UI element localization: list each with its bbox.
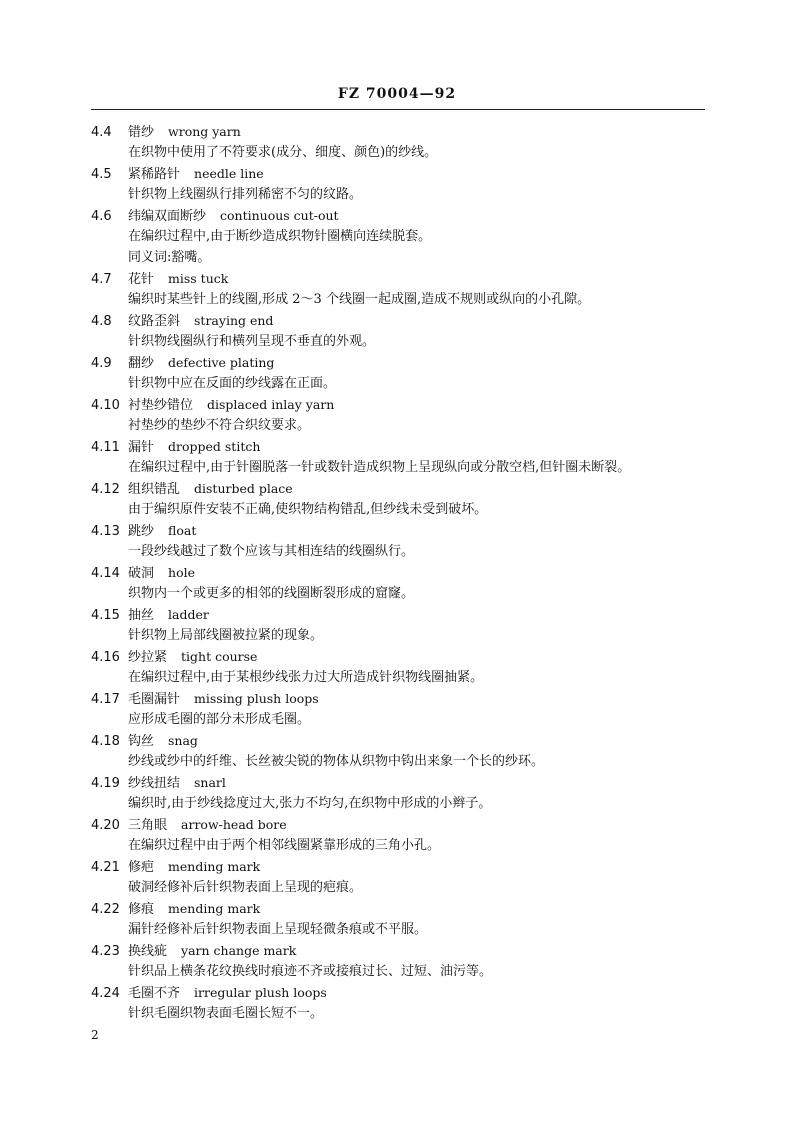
term-line [91, 394, 711, 415]
term-line [91, 478, 711, 499]
term-english: mending mark [168, 859, 261, 874]
term-entry [91, 121, 711, 163]
term-number: 4.19 [91, 776, 120, 791]
term-line [91, 268, 711, 289]
term-line [91, 121, 711, 142]
term-definition: 在织物中使用了不符要求(成分、细度、颜色)的纱线。 [128, 145, 438, 160]
term-line [91, 205, 711, 226]
term-line [91, 730, 711, 751]
term-entry [91, 814, 711, 856]
term-english: mending mark [168, 901, 261, 916]
term-chinese: 修痕 [128, 902, 155, 917]
term-number: 4.23 [91, 944, 120, 959]
term-definition: 纱线或纱中的纤维、长丝被尖锐的物体从织物中钩出来象一个长的纱环。 [128, 754, 545, 769]
term-entry [91, 268, 711, 310]
term-definition: 由于编织原件安装不正确,使织物结构错乱,但纱线未受到破坏。 [128, 502, 488, 517]
term-english: straying end [194, 313, 274, 328]
term-number: 4.6 [91, 209, 112, 224]
term-definition: 一段纱线越过了数个应该与其相连结的线圈纵行。 [128, 544, 415, 559]
term-definition: 编织时,由于纱线捻度过大,张力不均匀,在织物中形成的小辫子。 [128, 796, 492, 811]
page-header: FZ 70004—92 [337, 86, 457, 102]
term-line [91, 163, 711, 184]
term-english: hole [168, 565, 195, 580]
term-entry [91, 688, 711, 730]
entry-list [91, 121, 711, 1024]
term-number: 4.21 [91, 860, 120, 875]
term-number: 4.9 [91, 356, 112, 371]
term-chinese: 毛圈不齐 [128, 986, 181, 1001]
term-definition: 衬垫纱的垫纱不符合织纹要求。 [128, 418, 311, 433]
term-chinese: 毛圈漏针 [128, 692, 181, 707]
term-entry [91, 394, 711, 436]
term-line [91, 856, 711, 877]
term-line [91, 520, 711, 541]
term-entry [91, 730, 711, 772]
term-english: needle line [194, 166, 264, 181]
term-number: 4.15 [91, 608, 120, 623]
term-line [91, 562, 711, 583]
term-definition: 同义词:豁嘴。 [128, 250, 211, 265]
term-definition: 针织物中应在反面的纱线露在正面。 [128, 376, 337, 391]
term-number: 4.17 [91, 692, 120, 707]
term-chinese: 纱拉紧 [128, 650, 168, 665]
term-number: 4.14 [91, 566, 120, 581]
term-english: defective plating [168, 355, 275, 370]
term-english: snag [168, 733, 198, 748]
term-number: 4.10 [91, 398, 120, 413]
term-definition: 针织毛圈织物表面毛圈长短不一。 [128, 1006, 324, 1021]
term-line [91, 688, 711, 709]
term-entry [91, 982, 711, 1024]
term-definition: 织物内一个或更多的相邻的线圈断裂形成的窟窿。 [128, 586, 415, 601]
term-entry [91, 310, 711, 352]
term-english: wrong yarn [168, 124, 241, 139]
term-entry [91, 940, 711, 982]
term-english: irregular plush loops [194, 985, 327, 1000]
term-english: displaced inlay yarn [207, 397, 335, 412]
term-number: 4.20 [91, 818, 120, 833]
term-chinese: 跳纱 [128, 524, 155, 539]
term-english: disturbed place [194, 481, 293, 496]
term-number: 4.24 [91, 986, 120, 1001]
term-chinese: 纱线扭结 [128, 776, 181, 791]
term-number: 4.11 [91, 440, 120, 455]
term-number: 4.22 [91, 902, 120, 917]
term-english: snarl [194, 775, 226, 790]
term-entry [91, 205, 711, 268]
term-entry [91, 163, 711, 205]
term-chinese: 破洞 [128, 566, 155, 581]
term-definition: 在编织过程中,由于某根纱线张力过大所造成针织物线圈抽紧。 [128, 670, 484, 685]
term-entry [91, 520, 711, 562]
term-line [91, 772, 711, 793]
term-line [91, 814, 711, 835]
term-definition: 针织品上横条花纹换线时痕迹不齐或接痕过长、过短、油污等。 [128, 964, 493, 979]
term-line [91, 352, 711, 373]
term-definition: 在编织过程中,由于断纱造成织物针圈横向连续脱套。 [128, 229, 432, 244]
term-entry [91, 562, 711, 604]
term-chinese: 花针 [128, 272, 155, 287]
term-english: dropped stitch [168, 439, 261, 454]
term-entry [91, 856, 711, 898]
term-definition: 应形成毛圈的部分未形成毛圈。 [128, 712, 311, 727]
page-number: 2 [91, 1028, 99, 1042]
term-chinese: 三角眼 [128, 818, 168, 833]
term-number: 4.4 [91, 125, 112, 140]
term-entry [91, 604, 711, 646]
term-line [91, 436, 711, 457]
term-definition: 针织物上局部线圈被拉紧的现象。 [128, 628, 324, 643]
term-chinese: 修疤 [128, 860, 155, 875]
term-definition: 编织时某些针上的线圈,形成 2～3 个线圈一起成圈,造成不规则或纵向的小孔隙。 [128, 292, 591, 307]
term-line [91, 310, 711, 331]
term-english: ladder [168, 607, 209, 622]
term-chinese: 组织错乱 [128, 482, 181, 497]
term-number: 4.7 [91, 272, 112, 287]
term-definition: 破洞经修补后针织物表面上呈现的疤痕。 [128, 880, 363, 895]
term-definition: 针织物上线圈纵行排列稀密不匀的纹路。 [128, 187, 363, 202]
term-english: missing plush loops [194, 691, 319, 706]
term-chinese: 翻纱 [128, 356, 155, 371]
term-english: float [168, 523, 197, 538]
term-definition: 在编织过程中由于两个相邻线圈紧靠形成的三角小孔。 [128, 838, 441, 853]
term-entry [91, 772, 711, 814]
term-definition: 针织物线圈纵行和横列呈现不垂直的外观。 [128, 334, 376, 349]
term-english: tight course [181, 649, 258, 664]
term-number: 4.16 [91, 650, 120, 665]
header-rule [91, 109, 705, 110]
term-chinese: 纬编双面断纱 [128, 209, 207, 224]
term-english: yarn change mark [181, 943, 297, 958]
term-entry [91, 478, 711, 520]
term-number: 4.5 [91, 167, 112, 182]
term-chinese: 钩丝 [128, 734, 155, 749]
term-entry [91, 352, 711, 394]
term-english: continuous cut-out [220, 208, 339, 223]
term-entry [91, 898, 711, 940]
term-chinese: 抽丝 [128, 608, 155, 623]
term-number: 4.18 [91, 734, 120, 749]
term-entry [91, 436, 711, 478]
term-chinese: 纹路歪斜 [128, 314, 181, 329]
term-line [91, 898, 711, 919]
term-chinese: 衬垫纱错位 [128, 398, 194, 413]
term-english: miss tuck [168, 271, 229, 286]
term-chinese: 紧稀路针 [128, 167, 181, 182]
term-definition: 在编织过程中,由于针圈脱落一针或数针造成织物上呈现纵向或分散空档,但针圈未断裂。 [128, 460, 631, 475]
term-line [91, 982, 711, 1003]
term-chinese: 换线疵 [128, 944, 168, 959]
term-entry [91, 646, 711, 688]
term-definition: 漏针经修补后针织物表面上呈现轻微条痕或不平服。 [128, 922, 428, 937]
term-english: arrow-head bore [181, 817, 287, 832]
term-number: 4.12 [91, 482, 120, 497]
term-number: 4.13 [91, 524, 120, 539]
term-number: 4.8 [91, 314, 112, 329]
term-line [91, 604, 711, 625]
term-line [91, 940, 711, 961]
term-line [91, 646, 711, 667]
term-chinese: 错纱 [128, 125, 155, 140]
term-chinese: 漏针 [128, 440, 155, 455]
